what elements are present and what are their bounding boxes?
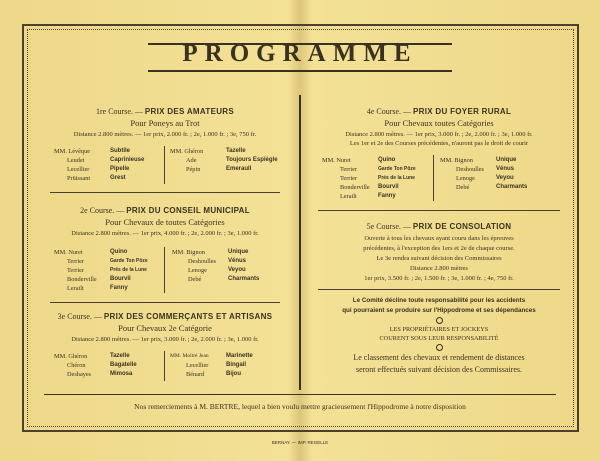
entry-row: Lenoge Veyou	[188, 267, 246, 274]
owners-line-2: COURENT SOUS LEUR RESPONSABILITÉ	[379, 335, 499, 342]
course-1	[40, 107, 290, 138]
course-3-distance: Distance 2.800 mètres. — 1er prix, 3.000 fr. ; 2e, 2.000 fr. ; 3e, 1.000 fr.	[71, 336, 259, 343]
entry-row: MM. Ghéron Tazelle	[54, 353, 130, 360]
entry-row: Terrier Garde Ton Pôze	[67, 258, 148, 265]
course-1-distance: Distance 2.800 mètres. — 1er prix, 2.000 fr. ; 2e, 1.000 fr. ; 3e, 750 fr.	[73, 131, 257, 138]
printer-imprint: BERNAY. — IMP. REGELLE	[271, 440, 329, 445]
course-2-entries-a	[54, 248, 164, 293]
course-4-note: Les 1er et 2e des Courses précédentes, n'auront pas le droit de courir	[349, 140, 529, 147]
course-5-line: précédentes, à l'exception des 1ers et 2e de chaque course.	[363, 245, 515, 252]
course-2	[40, 206, 290, 237]
ranking-line-2: seront effectués suivant décision des Commissaires.	[355, 365, 523, 374]
course-5-line: Ouverte à tous les chevaux ayant couru dans les épreuves	[364, 235, 514, 242]
entry-row: MM. Nuret Quino	[54, 249, 128, 256]
course-4-distance: Distance 2.800 mètres. — 1er prix, 3.000 fr. ; 2e, 2.000 fr. ; 3e, 1.000 fr.	[345, 131, 533, 138]
course-2-heading: 2e Course. — PRIX DU CONSEIL MUNICIPAL	[80, 206, 250, 215]
course-2-separator	[164, 247, 165, 293]
page-title: PROGRAMME	[182, 40, 418, 67]
entry-row: Chéron Bagatelle	[67, 362, 137, 369]
course-1-entries-b	[170, 147, 290, 174]
course-5-heading: 5e Course. — PRIX DE CONSOLATION	[366, 222, 512, 231]
course-4-entries-a	[322, 156, 432, 201]
entry-row: Bénard Bijou	[186, 371, 241, 378]
entry-row: MM. Moltré Jean Marinette	[170, 353, 253, 359]
entry-row: Pépin Emeraull	[186, 166, 252, 173]
entry-row: Lecellier Bingail	[186, 362, 247, 369]
circle-ornament	[436, 317, 443, 324]
course-2-entries-b	[172, 248, 290, 284]
course-1-entries-a	[54, 147, 164, 183]
course-4-entries-b	[440, 156, 565, 192]
course-1-subtitle: Pour Poneys au Trot	[130, 118, 200, 128]
course-3-subtitle: Pour Chevaux 2e Catégorie	[118, 323, 212, 333]
course-3-heading: 3e Course. — PRIX DES COMMERÇANTS ET ARTISANS	[57, 312, 273, 321]
column-divider	[299, 95, 301, 390]
entry-row: MM. Bignon Unique	[440, 157, 517, 164]
remarks-block	[305, 296, 573, 376]
entry-row: Deshayes Mimosa	[67, 371, 133, 378]
course-5-line: 1er prix, 3.500 fr. ; 2e, 1.500 fr. ; 3e, 1.000 fr. ; 4e, 750 fr.	[364, 275, 514, 282]
course-5	[308, 222, 570, 283]
entry-row: Ade Toujours Espiègle	[186, 157, 278, 164]
entry-row: Terrier Prés de la Lune	[340, 175, 415, 182]
entry-row: Prüissant Grest	[67, 175, 126, 182]
course-3-entries-a	[54, 352, 164, 379]
course-2-subtitle: Pour Chevaux de toutes Catégories	[105, 217, 225, 227]
entry-row: Lecellier Pipelle	[67, 166, 130, 173]
course-1-separator	[164, 146, 165, 184]
course-3-separator	[164, 351, 165, 381]
entry-row: Terrier Prés de la Lune	[67, 267, 147, 274]
course-1-heading: 1re Course. — PRIX DES AMATEURS	[96, 107, 234, 116]
owners-line-1: LES PROPRIÉTAIRES ET JOCKEYS	[389, 326, 489, 333]
bottom-rule	[44, 394, 556, 395]
entry-row: Terrier Garde Ton Pôze	[340, 166, 416, 173]
entry-row: MM. Lévêque Subtile	[54, 148, 131, 155]
entry-row: Bonderville Bourvil	[67, 276, 131, 283]
course-4-separator	[433, 155, 434, 201]
course-3-entries-b	[170, 352, 290, 379]
entry-row: MM. Nuret Quino	[322, 157, 396, 164]
entry-row: MM. Ghéron Tazelle	[170, 148, 246, 155]
entry-row: Lerailt Fanny	[340, 193, 396, 200]
entry-row: Leudet Caprinieuse	[67, 157, 145, 164]
entry-row: Lerailt Fanny	[67, 285, 128, 292]
entry-row: Deshoulles Vénus	[456, 166, 515, 173]
course-5-line: Distance 2.800 mètres	[410, 265, 468, 272]
course-2-distance: Distance 2.800 mètres. — 1er prix, 4.000 fr. ; 2e, 2.000 fr. ; 3e, 1.000 fr.	[71, 230, 259, 237]
entry-row: Debé Charmants	[456, 184, 528, 191]
section-separator	[50, 192, 280, 193]
entry-row: Lenoge Veyou	[456, 175, 514, 182]
course-4	[308, 107, 570, 148]
course-5-line: Le 3e rendra suivant décision des Commissaires	[376, 255, 502, 262]
liability-line-1: Le Comité décline toute responsabilité pour les accidents	[352, 297, 526, 304]
circle-ornament	[436, 344, 443, 351]
entry-row: Deshoulles Vénus	[188, 258, 247, 265]
entry-row: MM. Bignon Unique	[172, 249, 249, 256]
section-separator	[50, 302, 280, 303]
title-rule-bottom	[148, 70, 452, 72]
entry-row: Bonderville Bourvil	[340, 184, 399, 191]
section-separator	[318, 210, 560, 211]
course-4-subtitle: Pour Chevaux toutes Catégories	[384, 118, 494, 128]
course-4-heading: 4e Course. — PRIX DU FOYER RURAL	[366, 107, 512, 116]
course-3	[40, 312, 290, 343]
section-separator	[318, 289, 560, 290]
entry-row: Debé Charmants	[188, 276, 260, 283]
thanks-note: Nos remerciements à M. BERTRE, lequel a bien voulu mettre gracieusement l'Hippodrome à notre disposition	[134, 402, 466, 411]
ranking-line-1: Le classement des chevaux et rendement de distances	[353, 353, 525, 362]
liability-line-2: qui pourraient se produire sur l'Hippodrome et ses dépendances	[342, 307, 536, 314]
